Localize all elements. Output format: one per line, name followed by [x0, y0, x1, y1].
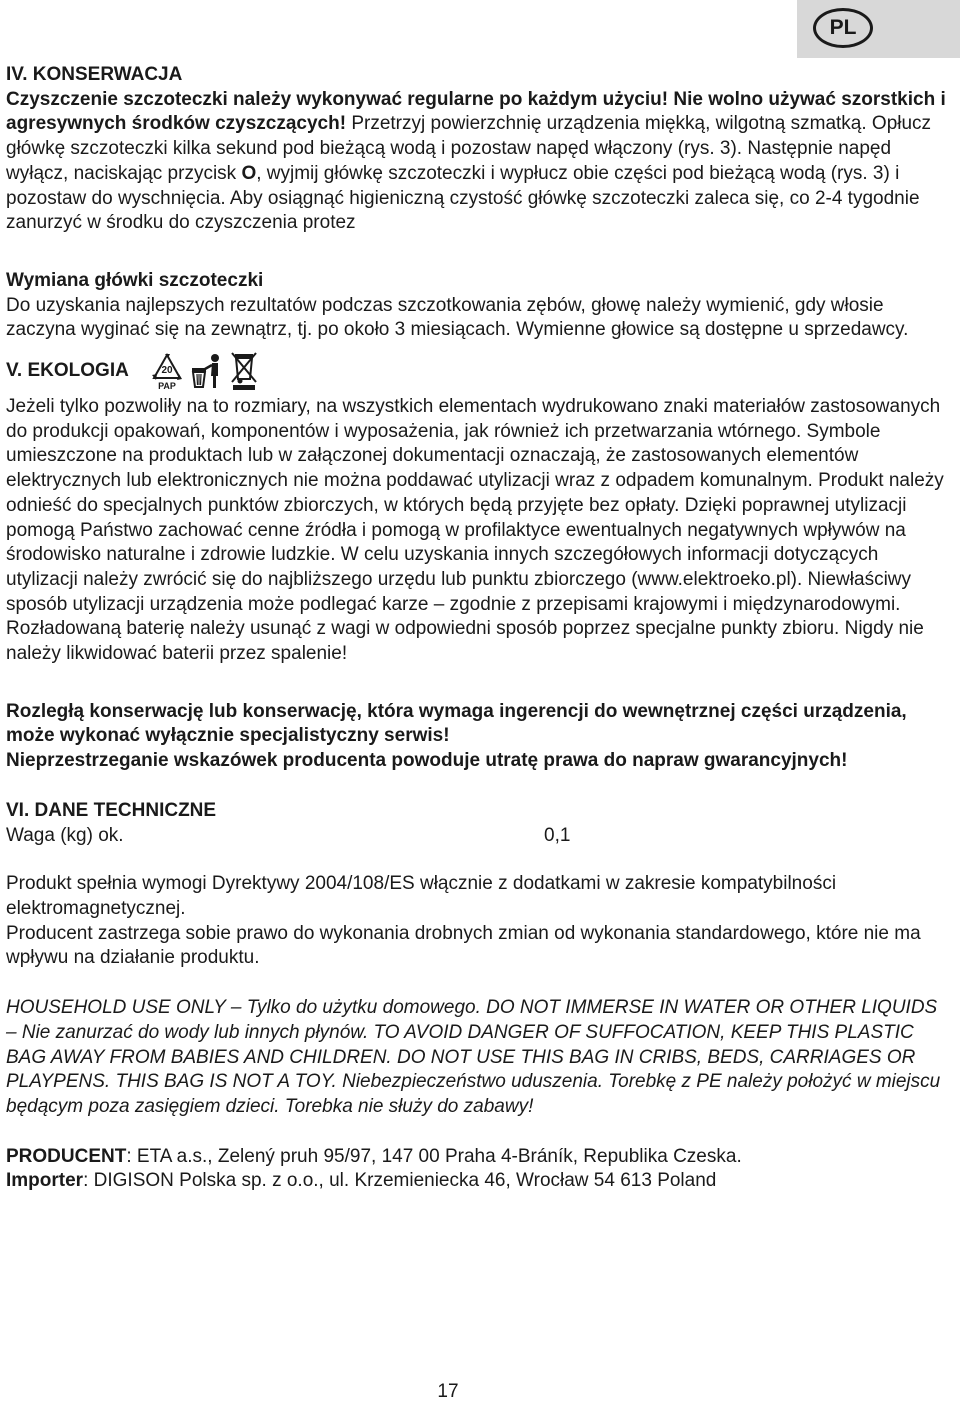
producer-line — [6, 1145, 946, 1170]
recycle-paper-icon — [149, 352, 185, 390]
konserwacja-paragraph — [6, 88, 946, 236]
weight-value: 0,1 — [544, 824, 571, 846]
weight-label: Waga (kg) ok. — [6, 824, 124, 846]
producer-label: PRODUCENT — [6, 1145, 127, 1167]
ecology-symbols — [149, 351, 259, 391]
household-warning: HOUSEHOLD USE ONLY – Tylko do użytku domowego. DO NOT IMMERSE IN WATER OR OTHER LIQUIDS – Nie zanurzać do wody lub innych płynów. TO AVOID DANGER OF SUFFOCATION, KEEP THIS PLASTIC BAG AWAY FROM BABIES AND CHILDREN. DO NOT USE THIS BAG IN CRIBS, BEDS, CARRIAGES OR PLAYPENS. THIS BAG IS NOT A TOY. Niebezpieczeństwo uduszenia. Torebkę z PE należy położyć w miejscu będącym poza zasięgiem dzieci. Torebka nie służy do zabawy! — [6, 997, 941, 1117]
section-heading-konserwacja: IV. KONSERWACJA — [6, 64, 183, 85]
section-heading-dane: VI. DANE TECHNICZNE — [6, 799, 217, 821]
button-key: O — [241, 162, 257, 184]
importer-label: Importer — [6, 1170, 84, 1192]
recycle-code: PAP — [157, 381, 176, 391]
importer-text: : DIGISON Polska sp. z o.o., ul. Krzemieniecka 46, Wrocław 54 613 Poland — [83, 1170, 717, 1192]
subsection-heading-wymiana: Wymiana główki szczoteczki — [6, 269, 264, 291]
importer-line — [6, 1169, 946, 1194]
producer-text: : ETA a.s., Zelený pruh 95/97, 147 00 Praha 4-Bráník, Republika Czeska. — [126, 1145, 742, 1167]
ekologia-heading-row — [6, 347, 946, 395]
directive-paragraph: Produkt spełnia wymogi Dyrektywy 2004/108/ES włącznie z dodatkami w zakresie kompatybilności elektromagnetycznej. — [6, 873, 837, 919]
ekologia-paragraph: Jeżeli tylko pozwoliły na to rozmiary, na wszystkich elementach wydrukowano znaki materiałów zastosowanych do produkcji opakowań, komponentów i wyposażenia, jak również ich przetwarzania wtórnego. Symbole umieszczone na produktach lub w załączonej dokumentacji oznaczają, że zastosowanych elementów elektrycznych lub elektronicznych nie można poddawać utylizacji wraz z odpadem komunalnym. Produkt należy odnieść do specjalnych punktów zbiorczych, w których będą przyjęte bez opłaty. Dzięki poprawnej utylizacji pomogą Państwo zachować cenne źródła i pomogą w profilaktyce ewentualnych negatywnych wpływów na środowisko naturalne i zdrowie ludzkie. W celu uzyskania innych szczegółowych informacji dotyczących utylizacji należy zwrócić się do najbliższego urzędu lub punktu zbiorczego (www.elektroeko.pl). Niewłaściwy sposób utylizacji urządzenia może podlegać karze – zgodnie z przepisami krajowymi i międzynarodowymi. Rozładowaną baterię należy usunąć z wagi w odpowiedni sposób poprzez specjalne punkty zbioru. Nigdy nie należy likwidować baterii przez spalenie! — [6, 396, 944, 665]
document-page — [6, 63, 946, 1194]
weight-row — [6, 824, 946, 849]
language-badge: PL — [813, 8, 873, 48]
recycle-number: 20 — [161, 365, 173, 377]
wymiana-paragraph: Do uzyskania najlepszych rezultatów podczas szczotkowania zębów, głowę należy wymienić, gdy włosie zaczyna wyginać się na zewnątrz, tj. po około 3 miesiącach. Wymienne głowice są dostępne u sprzedawcy. — [6, 294, 909, 341]
section-heading-ekologia: V. EKOLOGIA — [6, 359, 129, 381]
konserwacja-body: Przetrzyj powierzchnię urządzenia miękką, wilgotną szmatką. Opłucz główkę szczoteczki kilka sekund pod bieżącą wodą i pozostaw napęd włączony (rys. 3). Następnie napęd wyłącz, naciskając przycisk — [6, 113, 932, 184]
crossed-out-wheelie-bin-icon — [229, 351, 259, 391]
konserwacja-warning: Czyszczenie szczoteczki należy wykonywać regularne po każdym użyciu! Nie wolno używać szorstkich i agresywnych środków czyszczących! — [6, 88, 946, 135]
bin-disposal-icon — [189, 352, 225, 390]
service-warning: Rozległą konserwację lub konserwację, która wymaga ingerencji do wewnętrznej części urządzenia, może wykonać wyłącznie specjalistyczny serwis! — [6, 700, 907, 747]
modification-paragraph: Producent zastrzega sobie prawo do wykonania drobnych zmian od wykonania standardowego, które nie ma wpływu na działanie produktu. — [6, 922, 921, 969]
page-number: 17 — [437, 1381, 459, 1402]
warranty-warning: Nieprzestrzeganie wskazówek producenta powoduje utratę prawa do napraw gwarancyjnych! — [6, 750, 848, 772]
konserwacja-body-2: , wyjmij główkę szczoteczki i wypłucz obie części pod bieżącą wodą (rys. 3) i pozostaw do wyschnięcia. Aby osiągnąć higieniczną czystość główkę szczoteczki zaleca się, co 2-4 tygodnie zanurzyć w środku do czyszczenia protez — [6, 162, 920, 234]
